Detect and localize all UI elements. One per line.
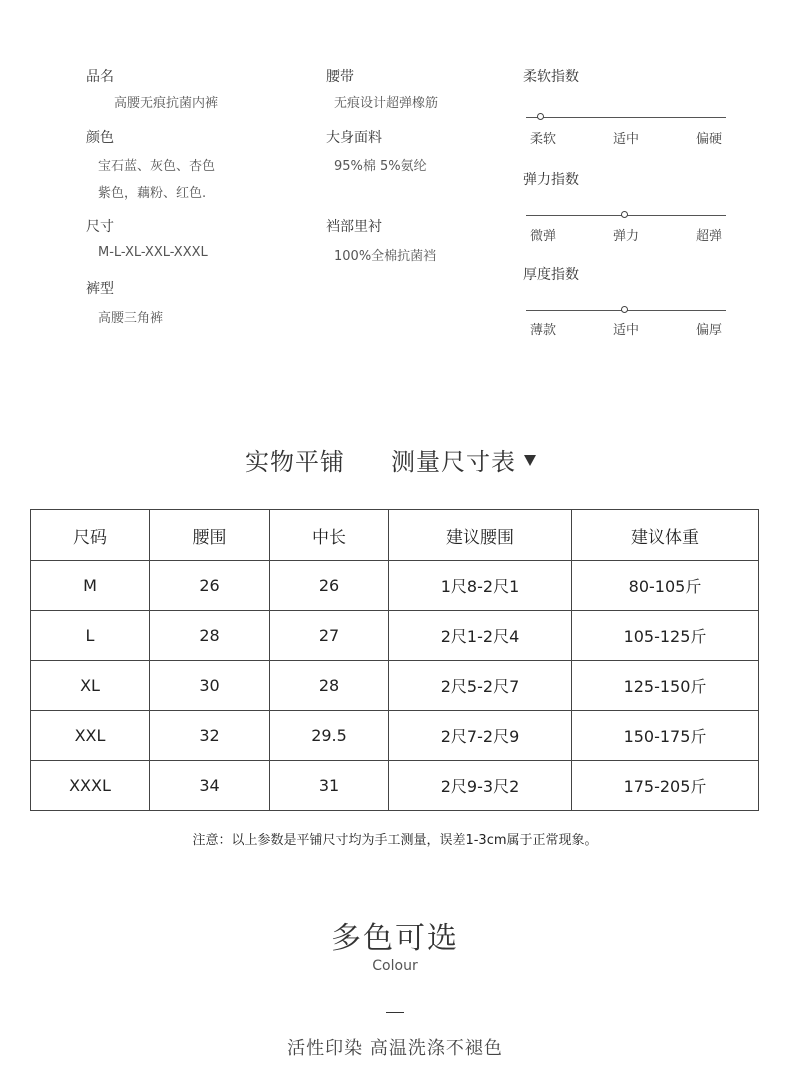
colour-subtitle: Colour	[372, 958, 418, 974]
spec-value-style: 高腰三角裤	[98, 311, 164, 326]
scale-label-moderate: 适中	[613, 323, 640, 338]
table-row	[31, 711, 759, 761]
table-header-row	[31, 510, 759, 561]
measure-title-left: 实物平铺	[245, 448, 345, 476]
table-cell: 2尺9-3尺2	[389, 761, 572, 811]
index-title-thickness: 厚度指数	[523, 267, 579, 283]
scale-label-super: 超弹	[696, 229, 723, 244]
divider-dash	[386, 1012, 404, 1013]
measurement-note: 注意：以上参数是平铺尺寸均为手工测量，误差1-3cm属于正常现象。	[192, 833, 598, 848]
scale-marker-thickness	[621, 306, 628, 313]
table-row	[31, 761, 759, 811]
scale-line-softness	[526, 117, 726, 118]
table-cell: XXL	[31, 711, 150, 761]
table-cell: 31	[270, 761, 389, 811]
table-cell: XL	[31, 661, 150, 711]
scale-label-hard: 偏硬	[696, 132, 723, 147]
table-cell: 26	[270, 561, 389, 611]
table-cell: 2尺7-2尺9	[389, 711, 572, 761]
index-title-elasticity: 弹力指数	[523, 172, 579, 188]
scale-label-medium: 适中	[613, 132, 640, 147]
measure-title-right-text: 测量尺寸表	[391, 448, 516, 476]
table-cell: 2尺5-2尺7	[389, 661, 572, 711]
spec-label-waistband: 腰带	[326, 69, 354, 85]
scale-label-thin: 薄款	[530, 323, 557, 338]
colour-title: 多色可选	[331, 921, 459, 956]
table-header-cell: 腰围	[150, 510, 270, 561]
spec-value-color-line2: 紫色，藕粉、红色.	[98, 186, 207, 201]
table-cell: 80-105斤	[572, 561, 759, 611]
table-cell: 30	[150, 661, 270, 711]
triangle-down-icon	[524, 455, 536, 466]
measure-title-right	[391, 442, 536, 477]
table-cell: 125-150斤	[572, 661, 759, 711]
table-cell: XXXL	[31, 761, 150, 811]
table-cell: 26	[150, 561, 270, 611]
spec-label-fabric: 大身面料	[326, 130, 382, 146]
spec-value-fabric: 95%棉 5%氨纶	[334, 159, 427, 174]
table-header-cell: 建议体重	[572, 510, 759, 561]
table-cell: 105-125斤	[572, 611, 759, 661]
spec-label-product-name: 品名	[86, 69, 114, 85]
table-row	[31, 661, 759, 711]
table-cell: 28	[150, 611, 270, 661]
table-row	[31, 561, 759, 611]
spec-label-style: 裤型	[86, 281, 114, 297]
spec-value-product-name: 高腰无痕抗菌内裤	[114, 96, 219, 111]
scale-marker-elasticity	[621, 211, 628, 218]
spec-value-size: M-L-XL-XXL-XXXL	[98, 245, 208, 260]
scale-marker-softness	[537, 113, 544, 120]
table-cell: 175-205斤	[572, 761, 759, 811]
spec-label-size: 尺寸	[86, 219, 114, 235]
table-cell: 29.5	[270, 711, 389, 761]
scale-label-elastic: 弹力	[613, 229, 640, 244]
table-header-cell: 中长	[270, 510, 389, 561]
spec-label-crotch: 裆部里衬	[326, 219, 382, 235]
table-cell: 1尺8-2尺1	[389, 561, 572, 611]
spec-value-color-line1: 宝石蓝、灰色、杏色	[98, 159, 216, 174]
table-header-cell: 建议腰围	[389, 510, 572, 561]
table-cell: 28	[270, 661, 389, 711]
table-cell: L	[31, 611, 150, 661]
scale-label-thick: 偏厚	[696, 323, 723, 338]
spec-value-crotch: 100%全棉抗菌裆	[334, 249, 437, 264]
table-header-cell: 尺码	[31, 510, 150, 561]
colour-slogan: 活性印染 高温洗涤不褪色	[287, 1038, 503, 1059]
table-cell: M	[31, 561, 150, 611]
table-cell: 27	[270, 611, 389, 661]
table-cell: 2尺1-2尺4	[389, 611, 572, 661]
table-row	[31, 611, 759, 661]
index-title-softness: 柔软指数	[523, 69, 579, 85]
spec-value-waistband: 无痕设计超弹橡筋	[334, 96, 439, 111]
table-cell: 150-175斤	[572, 711, 759, 761]
scale-label-slight: 微弹	[530, 229, 557, 244]
table-cell: 32	[150, 711, 270, 761]
scale-label-soft: 柔软	[530, 132, 557, 147]
table-cell: 34	[150, 761, 270, 811]
size-table	[30, 509, 759, 811]
spec-label-color: 颜色	[86, 130, 114, 146]
